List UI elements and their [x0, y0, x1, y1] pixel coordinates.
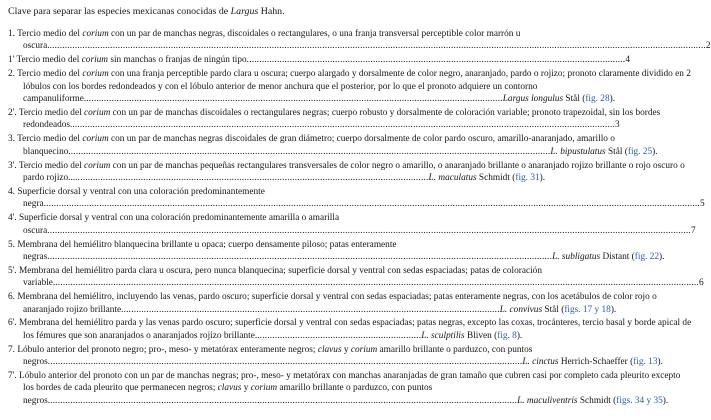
author-name: Stål (	[563, 94, 586, 105]
key-text: Tercio medio del	[18, 160, 84, 171]
dot-leader: ............................................................................................................................................................................................	[47, 357, 523, 368]
dot-leader: .....................................................................................................................................................................	[86, 94, 503, 105]
key-entry	[8, 133, 692, 158]
figure-ref[interactable]: fig. 22	[634, 251, 660, 262]
entry-number: 2.	[8, 69, 15, 80]
author-name: Stål (	[605, 146, 628, 157]
entry-number: 4.	[8, 186, 15, 197]
dot-leader: ....................................................................................................................................................................................................................................................................	[49, 41, 706, 52]
figure-ref[interactable]: fig. 31	[515, 172, 540, 183]
entry-number: 3'.	[8, 160, 17, 171]
latin-term: corium	[350, 344, 378, 355]
entry-number: 1.	[8, 29, 15, 39]
entry-number: 7.	[8, 344, 15, 355]
latin-term: corium	[82, 29, 109, 39]
latin-term: clavus	[217, 383, 242, 394]
species-name: L. maculatus	[428, 172, 477, 183]
key-text: ).	[539, 172, 546, 183]
key-entry	[8, 265, 704, 290]
key-entry	[8, 160, 692, 185]
page-title	[8, 6, 692, 18]
key-entry	[8, 107, 692, 132]
key-text: ).	[609, 94, 616, 105]
key-text: Membrana del hemiélitro parda y las venas pardo oscuro; superficie dorsal y ventral con sedas espaciadas; patas negras, excepto las coxas, trocánteres, tercio basal y borde apical de los fémures que son anaranjados o anaranjados rojizo brillante.	[18, 318, 692, 341]
figure-ref[interactable]: fig. 25	[627, 146, 653, 157]
dot-leader: .........................................................................................................................................................................................	[50, 395, 518, 406]
key-text: con un par de manchas negras, discoidales o rectangulares, o una franja transversal perceptible color marrón u oscura.	[23, 29, 521, 52]
dot-leader: ........................................................................................................................................................................................................	[47, 251, 553, 262]
dot-leader: ...............................................................................................................................................................................................................................................................	[55, 278, 699, 289]
author-name: Herrich-Schaeffer (	[558, 357, 634, 368]
key-entry	[8, 186, 705, 211]
title-text: Clave para separar las especies mexicanas conocidas de	[8, 6, 231, 17]
species-name: L. subligatus	[552, 251, 601, 262]
dot-leader: ......................................................................................................................................................	[121, 304, 500, 315]
dot-leader: ............................................................................................................................................	[75, 172, 429, 183]
key-entry	[8, 212, 696, 237]
latin-term: corium	[82, 134, 109, 145]
key-entry	[8, 291, 692, 316]
entry-number: 1'	[8, 55, 15, 66]
key-text: Lóbulo anterior del pronoto negro; pro-, meso- y metatórax enteramente negros;	[17, 344, 318, 355]
couplet-target: 6	[698, 278, 704, 289]
latin-term: clavus	[317, 344, 342, 355]
key-text: con un par de manchas negras discoidales de gran diámetro; cuerpo dorsalmente de color pardo oscuro, amarillo-anaranjado, amarillo o blanquecino.	[23, 134, 615, 157]
key-text: Membrana del hemiélitro, incluyendo las venas, pardo oscuro; superficie dorsal y ventral con sedas espaciadas; patas enteramente negras, con los acetábulos de color rojo o anaranjado rojizo brillante	[17, 292, 657, 315]
key-text: ).	[652, 146, 658, 157]
key-text: ).	[610, 304, 617, 315]
couplet-target: 4	[625, 55, 630, 66]
figure-ref[interactable]: figs. 34 y 35	[616, 395, 663, 406]
figure-ref[interactable]: fig. 8	[497, 330, 517, 341]
key-text: con un par de manchas discoidales o rectangulares negras; cuerpo robusto y dorsalmente de coloración variable; pronoto trapezoidal, sin los bordes redondeados.	[23, 107, 661, 131]
dot-leader: .......................................................................................................................................................................................................................	[72, 120, 616, 131]
key-text: Superficie dorsal y ventral con una coloración predominantemente negra	[17, 186, 265, 210]
author-name: Schmidt (	[577, 395, 617, 406]
key-text: Superficie dorsal y ventral con una coloración predominantemente amarilla o amarilla oscura	[18, 213, 340, 236]
entry-number: 7'.	[8, 371, 17, 382]
key-text: ).	[659, 251, 665, 262]
title-text: Hahn.	[258, 6, 285, 17]
key-entry	[8, 370, 692, 407]
entry-number: 5'.	[8, 265, 17, 276]
dot-leader: ...............................................................................................................................................................................................................................................................	[47, 225, 691, 236]
species-name: L. convivus	[499, 304, 543, 315]
species-name: L. cinctus	[522, 357, 559, 368]
author-name: Bliven (	[464, 330, 498, 341]
latin-term: corium	[81, 55, 109, 66]
key-text: Tercio medio del	[16, 55, 82, 66]
dot-leader: ..............................................................................................................................................................................................	[70, 146, 551, 157]
species-name: Largus longulus	[502, 94, 564, 105]
key-text: ).	[662, 395, 669, 406]
species-name: L. maculiventris	[517, 395, 578, 406]
key-text: y	[241, 383, 251, 394]
couplet-target: 3	[615, 120, 620, 131]
entry-number: 5.	[8, 239, 15, 250]
figure-ref[interactable]: fig. 13	[633, 357, 658, 368]
key-text: Membrana del hemiélitro parda clara u oscura, pero nunca blanquecina; superficie dorsal y ventral con sedas espaciadas; patas de coloración variable.	[18, 265, 542, 289]
entry-number: 2'.	[8, 107, 17, 118]
author-name: Stål (	[542, 304, 565, 315]
latin-term: corium	[84, 107, 111, 118]
species-name: L. sculptilis	[421, 330, 465, 341]
species-name: L. bipustulatus	[550, 146, 606, 157]
figure-ref[interactable]: fig. 28	[585, 94, 610, 105]
entry-number: 3.	[8, 134, 15, 145]
key-entry	[8, 317, 692, 342]
dichotomous-key-list	[8, 28, 711, 407]
dot-leader: ....................................................................................................................................................................................................................................................................	[43, 199, 700, 210]
latin-term: corium	[84, 160, 111, 171]
key-entry	[8, 68, 692, 105]
dot-leader: .................................................................	[257, 330, 422, 341]
entry-number: 4'.	[8, 213, 17, 224]
genus-name: Largus	[230, 6, 259, 17]
key-text: amarillo brillante o parduzco, con puntos negros	[23, 344, 533, 368]
key-text: Tercio medio del	[17, 29, 83, 39]
key-entry	[8, 344, 692, 369]
latin-term: corium	[250, 383, 278, 394]
key-text: Tercio medio del	[17, 69, 83, 80]
key-text: con una franja perceptible pardo clara u oscura; cuerpo alargado y dorsalmente de color negro, anaranjado, pardo o rojizo; pronoto claramente dividido en 2 lóbulos con los bordes redondeados y con el lóbulo anterior de menor anchura que el posterior, por lo que el pronoto adquiere un contorno campanuliforme.	[23, 69, 691, 105]
key-text: con un par de manchas pequeñas rectangulares transversales de color negro o amarillo, o anaranjado brillante o anaranjado rojizo brillante o rojo oscuro o pardo rojizo...	[23, 160, 685, 183]
key-text: sin manchas o franjas de ningún tipo	[108, 55, 247, 66]
entry-number: 6'.	[8, 318, 17, 329]
key-text: ).	[516, 330, 523, 341]
couplet-target: 2	[705, 41, 711, 52]
couplet-target: 5	[699, 199, 705, 210]
author-name: Distant (	[600, 251, 635, 262]
key-text: ).	[657, 357, 663, 368]
key-text: Tercio medio del	[17, 134, 83, 145]
key-text: Tercio medio del	[18, 107, 84, 118]
dot-leader: ......................................................................................................................................................	[246, 55, 626, 66]
couplet-target: 7	[690, 225, 696, 236]
figure-ref[interactable]: figs. 17 y 18	[564, 304, 611, 315]
key-text: y	[341, 344, 351, 355]
entry-number: 6.	[8, 292, 15, 303]
latin-term: corium	[82, 69, 109, 80]
key-entry	[8, 28, 711, 53]
author-name: Schmidt (	[476, 172, 516, 183]
key-entry	[8, 239, 692, 264]
key-text: Lóbulo anterior del pronoto con un par de manchas negras; pro-, meso- y metatórax con manchas anaranjadas de gran tamaño que cubren casi por completo cada pleurito excepto los bordes de cada pleurito que permanecen negros;	[18, 371, 681, 394]
key-text: amarillo brillante o parduzco, con puntos negros.	[23, 383, 433, 406]
key-entry	[8, 54, 692, 66]
key-text: Membrana del hemiélitro blanquecina brillante u opaca; cuerpo densamente piloso; patas enteramente negras	[17, 239, 397, 262]
